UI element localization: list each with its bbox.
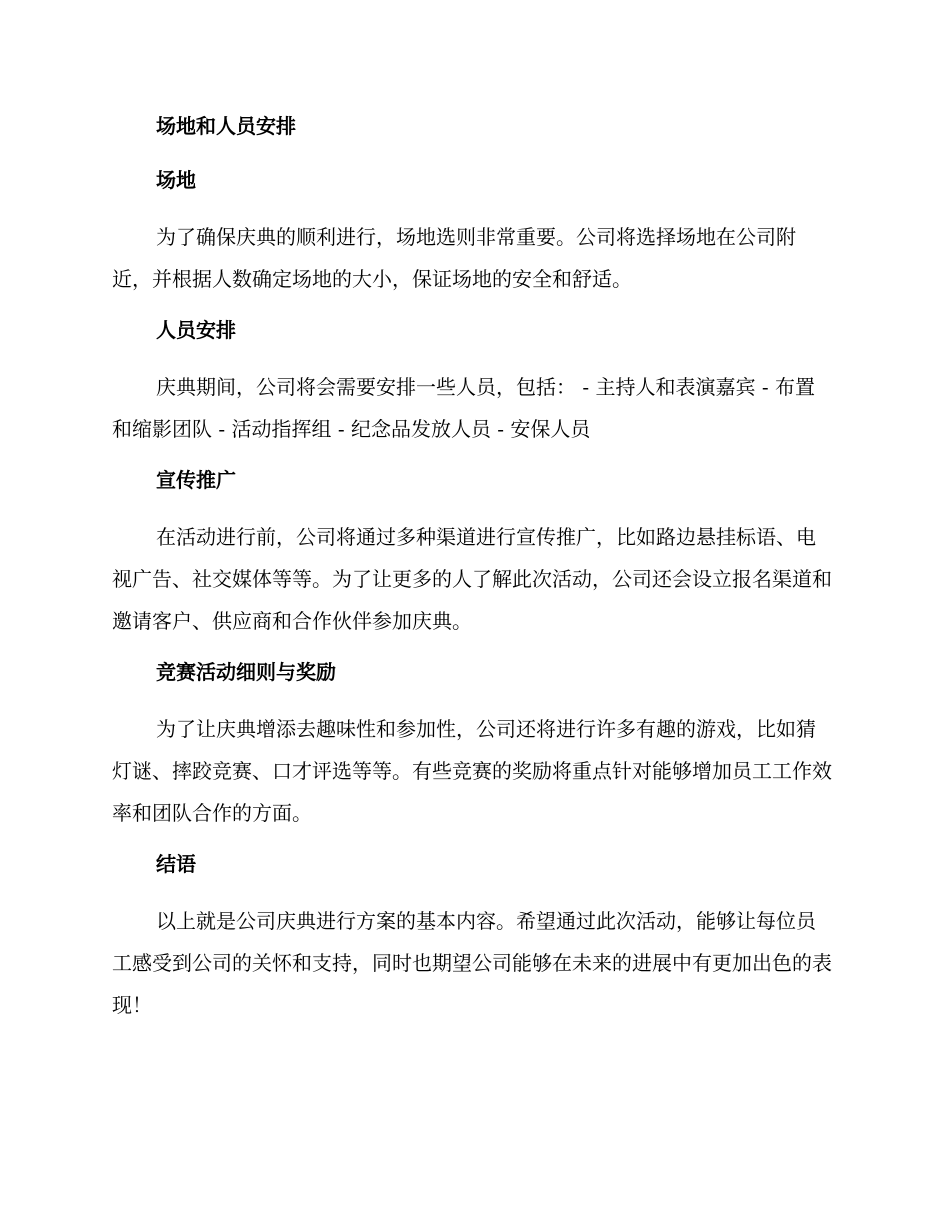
section-heading-venue-staff: 场地和人员安排 [156, 114, 296, 138]
section-paragraph-venue: 为了确保庆典的顺利进行，场地选则非常重要。公司将选择场地在公司附近，并根据人数确定场地的大小，保证场地的安全和舒适。 [112, 225, 796, 291]
section-paragraph-staffing: 庆典期间，公司将会需要安排一些人员，包括： - 主持人和表演嘉宾 - 布置和缩影团队 - 活动指挥组 - 纪念品发放人员 - 安保人员 [112, 375, 815, 441]
section-heading-conclusion: 结语 [156, 852, 196, 876]
section-heading-staffing: 人员安排 [156, 318, 236, 342]
section-paragraph-conclusion: 以上就是公司庆典进行方案的基本内容。希望通过此次活动，能够让每位员工感受到公司的关怀和支持，同时也期望公司能够在未来的进展中有更加出色的表现！ [112, 909, 832, 1017]
document-body [112, 108, 832, 1038]
section-heading-venue: 场地 [156, 168, 196, 192]
section-heading-competition: 竞赛活动细则与奖励 [156, 660, 336, 684]
section-paragraph-competition: 为了让庆典增添去趣味性和参加性，公司还将进行许多有趣的游戏，比如猜灯谜、摔跤竞赛、口才评选等等。有些竞赛的奖励将重点针对能够增加员工工作效率和团队合作的方面。 [112, 717, 832, 825]
section-paragraph-promotion: 在活动进行前，公司将通过多种渠道进行宣传推广，比如路边悬挂标语、电视广告、社交媒体等等。为了让更多的人了解此次活动，公司还会设立报名渠道和邀请客户、供应商和合作伙伴参加庆典。 [112, 525, 832, 633]
section-heading-promotion: 宣传推广 [156, 468, 236, 492]
